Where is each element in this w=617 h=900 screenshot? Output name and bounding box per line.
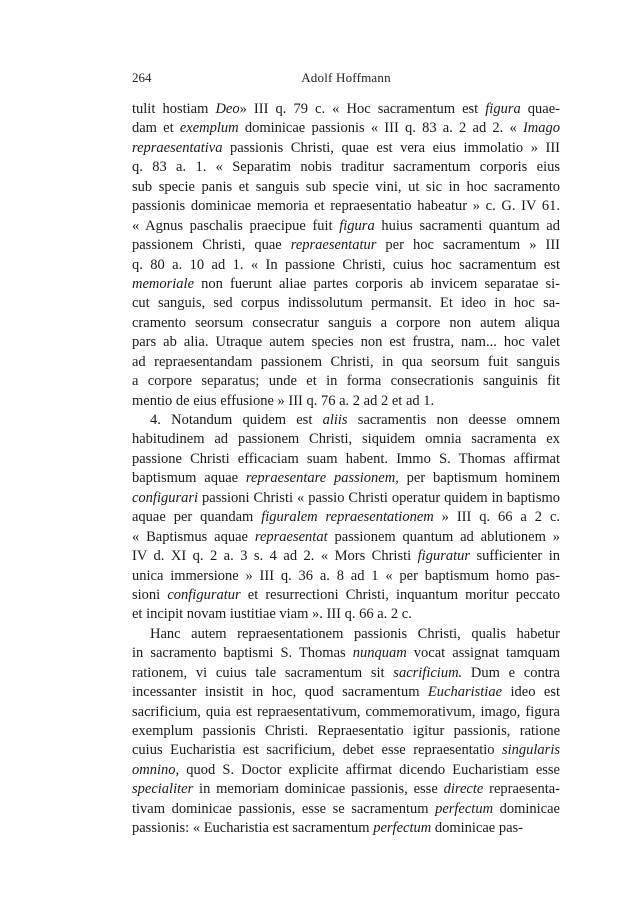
page-header xyxy=(132,70,560,88)
italic-text: nunquam xyxy=(352,645,407,662)
text-line xyxy=(132,547,560,566)
italic-text: omnino, xyxy=(132,761,180,778)
text-run: sioni xyxy=(132,586,168,603)
text-run: per hoc sacramentum » III xyxy=(376,237,560,254)
italic-text: specialiter xyxy=(132,781,194,798)
text-line xyxy=(132,139,560,158)
text-run: » III q. 66 a 2 c. xyxy=(433,509,560,526)
text-run: rationem, vi cuius tale sacramentum sit xyxy=(132,664,394,681)
italic-text: repraesentat xyxy=(254,528,328,545)
text-run: mentio de eius effusione » III q. 76 a. 2 ad 2 et ad 1. xyxy=(132,392,435,409)
text-line xyxy=(132,469,560,488)
text-run: sacramentis non deesse omnem xyxy=(347,412,560,428)
text-line xyxy=(132,683,560,702)
italic-text: repraesentativa xyxy=(132,139,223,156)
text-line xyxy=(132,625,560,644)
text-run: incessanter insistit in hoc, quod sacramentum xyxy=(132,684,428,701)
text-run: in sacramento baptismi S. Thomas xyxy=(132,645,353,662)
text-line xyxy=(132,236,560,255)
italic-text: Deo xyxy=(215,101,240,117)
text-run: quod S. Doctor explicite affirmat dicendo Eucharistiam esse xyxy=(179,761,560,778)
italic-text: exemplum xyxy=(179,120,239,137)
text-line xyxy=(132,450,560,469)
italic-text: repraesentare passionem, xyxy=(245,470,399,487)
text-run: passionis Christi, quae est vera eius immolatio » III xyxy=(222,139,560,156)
text-run: aquae per quandam xyxy=(132,509,262,526)
text-line xyxy=(132,217,560,236)
text-run: passioni Christi « passio Christi operatur quidem in baptismo xyxy=(198,489,560,506)
text-line xyxy=(132,119,560,138)
italic-text: figuralem repraesentationem xyxy=(261,509,434,526)
text-line xyxy=(132,158,560,177)
text-line xyxy=(132,489,560,508)
text-run: baptismum aquae xyxy=(132,470,246,487)
text-run: quae- xyxy=(520,101,560,117)
italic-text: Imago xyxy=(522,120,560,137)
text-line xyxy=(132,664,560,683)
text-run: unica immersione » III q. 36 a. 8 ad 1 « per baptismum homo pas- xyxy=(132,567,560,584)
text-run: « Baptismus aquae xyxy=(132,528,255,545)
text-run: IV d. XI q. 2 a. 3 s. 4 ad 2. « Mors Christi xyxy=(132,548,418,565)
page-number: 264 xyxy=(132,70,152,85)
text-run: pars ab alia. Utraque autem species non est frustra, nam... hoc valet xyxy=(132,334,560,351)
text-line xyxy=(132,178,560,197)
italic-text: configurari xyxy=(132,489,199,506)
text-run: non fuerunt aliae partes corporis ab invicem separatae si- xyxy=(194,275,560,292)
italic-text: Eucharistiae xyxy=(427,684,503,701)
text-line xyxy=(132,372,560,391)
text-run: cut sanguis, sed corpus indissolutum permansit. Et ideo in hoc sa- xyxy=(132,295,560,312)
body-text xyxy=(132,100,560,839)
text-run: in memoriam dominicae passionis, esse xyxy=(193,781,444,798)
italic-text: directe xyxy=(443,781,484,798)
text-run: passione Christi efficaciam suam habent. Immo S. Thomas affirmat xyxy=(132,450,560,467)
text-run: sufficienter in xyxy=(470,548,560,565)
text-run: tulit hostiam xyxy=(132,101,216,117)
text-run: q. 83 a. 1. « Separatim nobis traditur sacramentum corporis eius xyxy=(132,159,560,176)
text-run: ideo est xyxy=(502,684,560,701)
italic-text: figuratur xyxy=(417,548,471,565)
text-run: cramento seorsum consecratur sanguis a corpore non autem aliqua xyxy=(132,314,560,331)
italic-text: perfectum xyxy=(435,800,494,817)
text-run: et resurrectioni Christi, inquantum moritur peccato xyxy=(240,586,560,603)
text-run: et incipit novam iustitiae viam ». III q. 66 a. 2 c. xyxy=(132,606,412,623)
text-line xyxy=(132,567,560,586)
text-run: vocat assignat tamquam xyxy=(406,645,560,662)
text-run: habitudinem ad passionem Christi, siquidem omnia sacramenta ex xyxy=(132,431,560,448)
text-run: cuius Eucharistia est sacrificium, debet esse repraesentatio xyxy=(132,742,502,759)
italic-text: repraesentatur xyxy=(290,237,377,254)
text-line xyxy=(132,741,560,760)
text-line xyxy=(132,528,560,547)
text-run: exemplum passionis Christi. Repraesentatio igitur passionis, ratione xyxy=(132,723,560,739)
text-line xyxy=(132,314,560,333)
text-line xyxy=(132,430,560,449)
text-line xyxy=(132,761,560,780)
text-line xyxy=(132,586,560,605)
italic-text: perfectum xyxy=(373,820,432,837)
text-line xyxy=(132,275,560,294)
text-run: a corpore separatus; unde et in forma consecrationis sanguinis fit xyxy=(132,373,560,390)
text-run: sacrificium, quia est repraesentativum, commemorativum, imago, figura xyxy=(132,703,560,720)
text-run: Dum e contra xyxy=(462,664,560,681)
text-line xyxy=(132,780,560,799)
text-line xyxy=(132,333,560,352)
text-run: q. 80 a. 10 ad 1. « In passione Christi, cuius hoc sacramentum est xyxy=(132,256,560,273)
text-run: passionem quantum ad ablutionem » xyxy=(327,528,560,545)
text-line xyxy=(132,256,560,275)
text-run: repraesenta- xyxy=(483,781,560,798)
italic-text: figura xyxy=(339,217,375,234)
text-line xyxy=(132,100,560,119)
text-run: 4. Notandum quidem est xyxy=(150,412,323,428)
text-run: dominicae pas- xyxy=(431,820,524,837)
text-run: huius sacramenti quantum ad xyxy=(374,217,560,234)
text-run: dominicae xyxy=(493,800,560,817)
text-run: passionis dominicae memoria et repraesentatio habeatur » c. G. IV 61. xyxy=(132,198,560,215)
italic-text: aliis xyxy=(322,412,348,428)
text-run: passionem Christi, quae xyxy=(132,237,291,254)
text-run: per baptismum hominem xyxy=(398,470,560,487)
text-line xyxy=(132,197,560,216)
text-line xyxy=(132,411,560,430)
italic-text: configuratur xyxy=(167,586,241,603)
text-run: dam et xyxy=(132,120,180,137)
italic-text: memoriale xyxy=(132,275,195,292)
text-line xyxy=(132,508,560,527)
italic-text: singularis xyxy=(501,742,560,759)
italic-text: figura xyxy=(485,101,521,117)
running-title: Adolf Hoffmann xyxy=(301,70,391,85)
text-run: tivam dominicae passionis, esse se sacramentum xyxy=(132,800,436,817)
text-line xyxy=(132,800,560,819)
text-line xyxy=(132,703,560,722)
text-line xyxy=(132,819,560,838)
text-line xyxy=(132,644,560,663)
text-run: passionis: « Eucharistia est sacramentum xyxy=(132,820,374,837)
text-run: » III q. 79 c. « Hoc sacramentum est xyxy=(239,101,486,117)
text-run: dominicae passionis « III q. 83 a. 2 ad 2. « xyxy=(238,120,523,137)
text-line xyxy=(132,605,560,624)
text-run: « Agnus paschalis praecipue fuit xyxy=(132,217,340,234)
text-line xyxy=(132,392,560,411)
text-run: sub specie panis et sanguis sub specie vini, ut sic in hoc sacramento xyxy=(132,178,560,195)
italic-text: sacrificium. xyxy=(393,664,463,681)
text-run: ad repraesentandam passionem Christi, in qua seorsum fuit sanguis xyxy=(132,353,560,370)
text-line xyxy=(132,353,560,372)
text-run: Hanc autem repraesentationem passionis Christi, qualis habetur xyxy=(150,625,560,642)
text-line xyxy=(132,722,560,741)
text-line xyxy=(132,294,560,313)
